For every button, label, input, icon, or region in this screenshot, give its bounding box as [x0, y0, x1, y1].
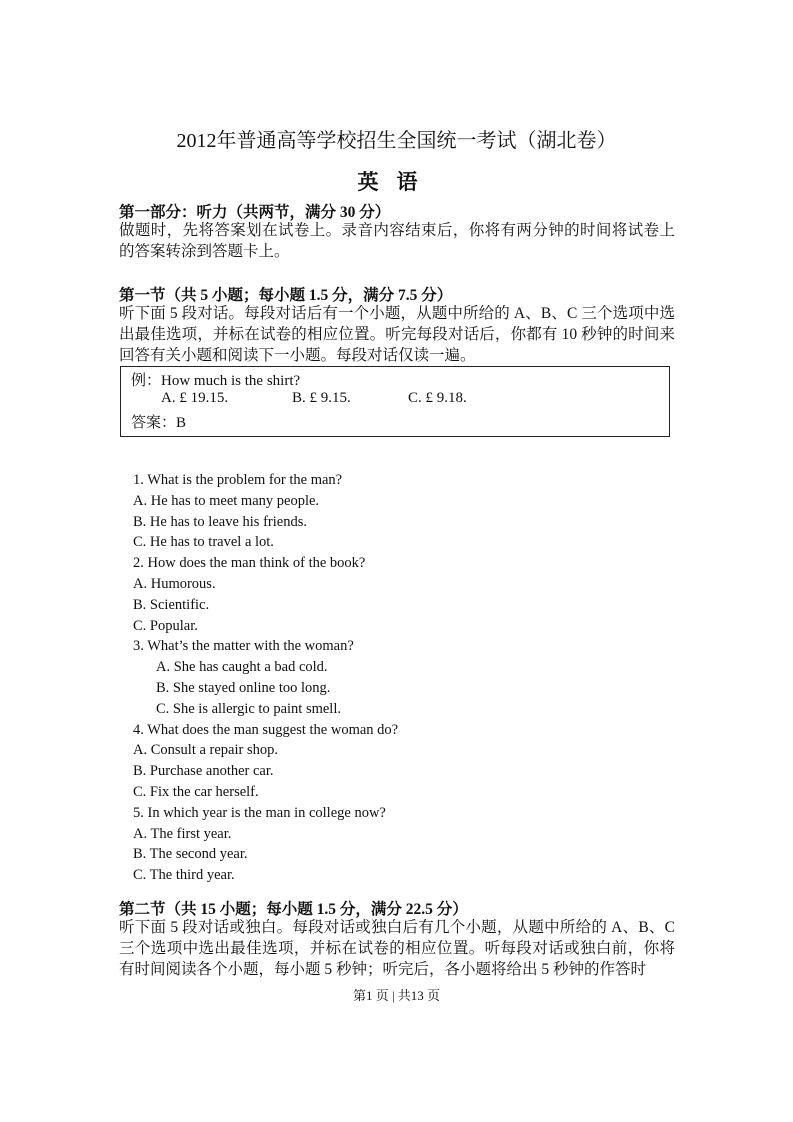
example-option-c: C. £ 9.18. [408, 390, 467, 406]
part1-intro: 做题时，先将答案划在试卷上。录音内容结束后，你将有两分钟的时间将试卷上的答案转涂到答题卡上。 [119, 222, 675, 260]
example-answer: 答案：B [131, 415, 187, 431]
question-option: B. The second year. [133, 846, 248, 863]
question: 1. What is the problem for the man? [133, 472, 343, 488]
part1-heading: 第一部分：听力（共两节，满分 30 分） [119, 204, 391, 221]
question-option: C. The third year. [133, 867, 235, 884]
question-option: C. Fix the car herself. [133, 784, 259, 800]
section1-heading: 第一节（共 5 小题；每小题 1.5 分，满分 7.5 分） [119, 287, 453, 304]
question-option: B. He has to leave his friends. [133, 513, 307, 530]
question-option: B. Purchase another car. [133, 763, 274, 780]
question: 2. How does the man think of the book? [133, 555, 366, 572]
question-option: C. She is allergic to paint smell. [156, 700, 341, 717]
section1-intro: 听下面 5 段对话。每段对话后有一个小题，从题中所给的 A、B、C 三个选项中选出最佳选项，并标在试卷的相应位置。听完每段对话后，你都有 10 秒钟的时间来回答有关小题和阅读下一小题。每段对话仅读一遍。 [119, 305, 675, 364]
section2-heading: 第二节（共 15 小题；每小题 1.5 分，满分 22.5 分） [119, 901, 468, 918]
question-option: C. Popular. [133, 617, 198, 634]
subject-title: 英语 [357, 170, 436, 194]
question: 3. What’s the matter with the woman? [133, 638, 354, 655]
question: 4. What does the man suggest the woman do? [133, 721, 399, 738]
question-option: A. Humorous. [133, 576, 216, 592]
page-footer: 第1 页 | 共13 页 [352, 988, 441, 1003]
example-option-b: B. £ 9.15. [292, 390, 351, 406]
question-option: A. Consult a repair shop. [133, 742, 278, 759]
question-option: B. She stayed online too long. [156, 680, 331, 696]
example-question: 例：How much is the shirt? [131, 373, 301, 389]
example-box [120, 366, 670, 437]
question-option: B. Scientific. [133, 596, 210, 613]
question: 5. In which year is the man in college now? [133, 804, 386, 821]
question-option: A. The first year. [133, 825, 232, 842]
section2-intro: 听下面 5 段对话或独白。每段对话或独白后有几个小题，从题中所给的 A、B、C 三个选项中选出最佳选项，并标在试卷的相应位置。听每段对话或独白前，你将有时间阅读各个小题，每小题 5 秒钟；听完后，各小题将给出 5 秒钟的作答时 [119, 919, 675, 978]
example-option-a: A. £ 19.15. [161, 390, 229, 406]
question-option: A. He has to meet many people. [133, 492, 320, 509]
question-option: C. He has to travel a lot. [133, 534, 274, 551]
exam-title: 2012年普通高等学校招生全国统一考试（湖北卷） [176, 130, 617, 152]
question-option: A. She has caught a bad cold. [156, 659, 328, 676]
